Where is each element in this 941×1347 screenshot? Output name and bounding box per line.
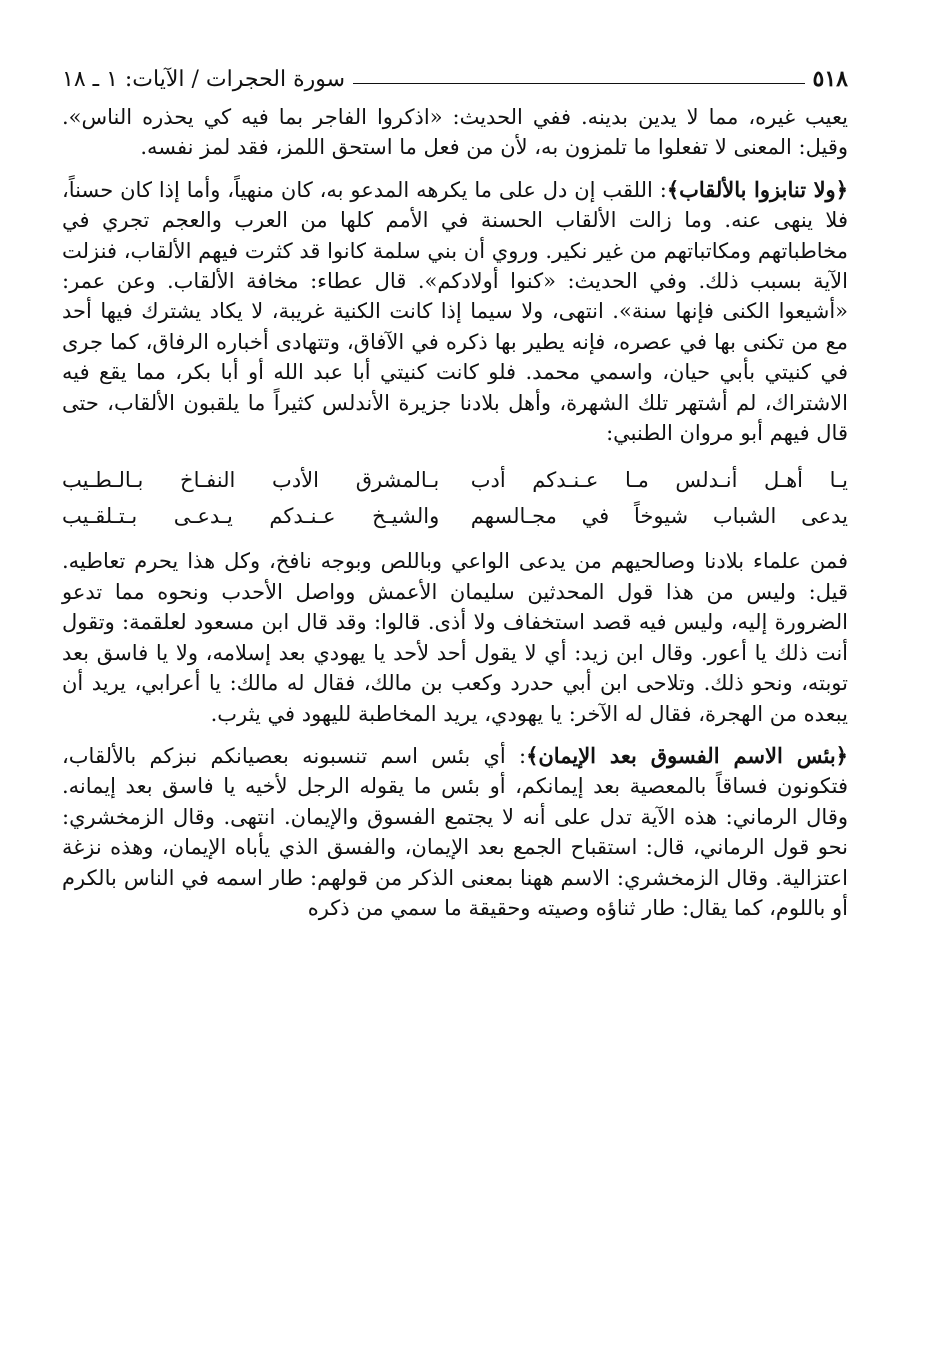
paragraph <box>62 175 848 449</box>
paragraph <box>62 102 848 163</box>
paragraph-text: فمن علماء بلادنا وصالحيهم من يدعى الواعي وباللص وبوجه نافخ، وكل هذا يحرم تعاطيه. قيل: وليس من هذا قول المحدثين سليمان الأعمش وواصل الأحدب ونحوه مما تدعو الضرورة إليه، وليس فيه قصد استخفاف ولا أذى. قالوا: وقد قال ابن مسعود لعلقمة: وتقول أنت ذلك يا أعور. وقال ابن زيد: أي لا يقول أحد لأحد يا يهودي بعد إسلامه، ولا يا فاسق بعد توبته، ونحو ذلك. وتلاحى ابن أبي حدرد وكعب بن مالك، فقال له مالك: يا أعرابي، يريد أن يبعده من الهجرة، فقال له الآخر: يا يهودي، يريد المخاطبة لليهود في يثرب. <box>62 549 848 726</box>
page-number: ٥١٨ <box>812 66 848 92</box>
paragraph-text: : أي بئس اسم تنسبونه بعصيانكم نبزكم بالألقاب، فتكونون فساقاً بالمعصية بعد إيمانكم، أو بئس ما يقوله الرجل لأخيه يا فاسق بعد إيمانه. وقال الرماني: هذه الآية تدل على أنه لا يجتمع الفسوق والإيمان. انتهى. وقال الزمخشري: نحو قول الرماني، قال: استقباح الجمع بعد الإيمان، والفسق الذي يأباه الإيمان، وهذه نزغة اعتزالية. وقال الزمخشري: الاسم ههنا بمعنى الذكر من قولهم: طار اسمه في الناس بالكرم أو باللوم، كما يقال: طار ثناؤه وصيته وحقيقة ما سمي من ذكره <box>62 743 848 920</box>
verse-second-hemistich: بـالمشرق الأدب النفـاخ بـالـطـيب <box>62 468 440 493</box>
paragraph <box>62 546 848 728</box>
book-page <box>62 62 848 923</box>
header-title: سورة الحجرات / الآيات: ١ ـ ١٨ <box>62 66 346 92</box>
poem-verse <box>62 498 848 534</box>
poem-verse <box>62 462 848 498</box>
poem <box>62 462 848 534</box>
paragraph-text: : اللقب إن دل على ما يكرهه المدعو به، كان منهياً، وأما إذا كان حسناً، فلا ينهى عنه. وما زالت الألقاب الحسنة في الأمم كلها من العرب والعجم تجري في مخاطباتهم ومكاتباتهم من غير نكير. وروي أن بني سلمة كانوا قد كثرت فيهم الألقاب، فنزلت الآية بسبب ذلك. وفي الحديث: «كنوا أولادكم». قال عطاء: مخافة الألقاب. وعن عمر: «أشيعوا الكنى فإنها سنة». انتهى، ولا سيما إذا كانت الكنية غريبة، لا يكاد يشترك فيها أحد مع من تكنى بها في عصره، فإنه يطير بها ذكره في الآفاق، وتتهادى أخباره الرفاق، كما جرى في كنيتي بأبي حيان، واسمي محمد. فلو كانت كنيتي أبا عبد الله أو أبا بكر، مما يقع فيه الاشتراك، لم أشتهر تلك الشهرة، وأهل بلادنا جزيرة الأندلس كثيراً ما يلقبون الألقاب، حتى قال فيهم أبو مروان الطنبي: <box>62 177 848 446</box>
header-rule <box>353 83 805 84</box>
paragraph-text: يعيب غيره، مما لا يدين بدينه. ففي الحديث: «اذكروا الفاجر بما فيه كي يحذره الناس». وقيل: المعنى لا تفعلوا ما تلمزون به، لأن من فعل ما استحق اللمز، فقد لمز نفسه. <box>62 105 848 160</box>
verse-first-hemistich: يدعى الشباب شيوخاً في مجـالسهم <box>470 504 848 529</box>
verse-second-hemistich: والشيـخ عـنـدكم يـدعـى بـتـلقـيب <box>62 504 440 529</box>
verse-quote: ﴿بئس الاسم الفسوق بعد الإيمان﴾ <box>526 742 848 768</box>
verse-first-hemistich: يـا أهـل أنـدلس مـا عـنـدكم أدب <box>470 468 848 493</box>
verse-quote: ﴿ولا تنابزوا بالألقاب﴾ <box>666 176 848 202</box>
running-header <box>62 62 848 96</box>
paragraph <box>62 741 848 923</box>
